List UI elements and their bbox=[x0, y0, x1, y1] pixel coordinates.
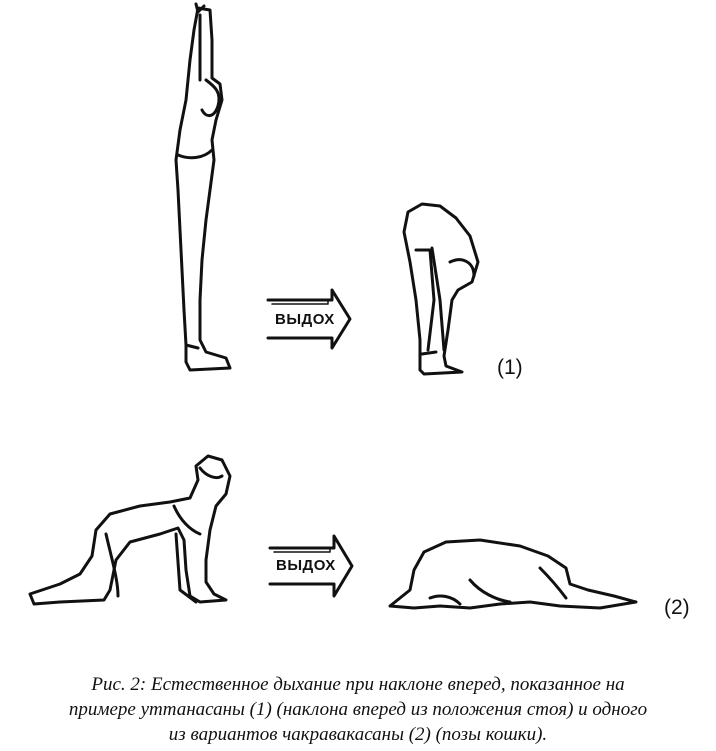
exhale-arrow-label-1: ВЫДОХ bbox=[275, 311, 335, 328]
forward-fold-figure bbox=[404, 204, 478, 374]
pose-label-1: (1) bbox=[497, 356, 523, 379]
exhale-arrow-label-2: ВЫДОХ bbox=[276, 557, 336, 574]
caption-line-2: примере уттанасаны (1) (наклона вперед из положения стоя) и одного bbox=[68, 699, 648, 720]
caption-line-3: из вариантов чакравакасаны (2) (позы кошки). bbox=[168, 724, 548, 745]
all-fours-figure bbox=[30, 456, 230, 604]
standing-figure bbox=[176, 4, 230, 370]
caption-line-1: Рис. 2: Естественное дыхание при наклоне вперед, показанное на bbox=[91, 674, 625, 695]
pose-label-2: (2) bbox=[664, 596, 690, 619]
childs-pose-figure bbox=[390, 540, 636, 608]
figure-caption bbox=[0, 672, 716, 747]
